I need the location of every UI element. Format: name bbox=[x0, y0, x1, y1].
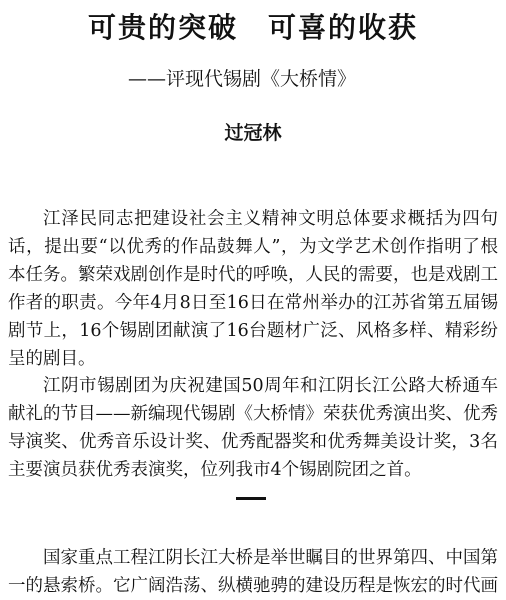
section-heading-one bbox=[236, 497, 266, 500]
article-title: 可贵的突破 可喜的收获 bbox=[87, 11, 418, 44]
paragraph-2: 江阴市锡剧团为庆祝建国50周年和江阴长江公路大桥通车献礼的节目——新编现代锡剧《大桥情》荣获优秀演出奖、优秀导演奖、优秀音乐设计奖、优秀配器奖和优秀舞美设计奖，3名主要演员获优秀表演奖，位列我市4个锡剧院团之首。 bbox=[8, 376, 498, 480]
article-subtitle: ——评现代锡剧《大桥情》 bbox=[128, 68, 357, 90]
article-author: 过冠林 bbox=[224, 122, 282, 144]
paragraph-3: 国家重点工程江阴长江大桥是举世瞩目的世界第四、中国第一的悬索桥。它广阔浩荡、纵横驰骋的建设历程是恢宏的时代画 bbox=[8, 548, 498, 596]
paragraph-1: 江泽民同志把建设社会主义精神文明总体要求概括为四句话，提出要“以优秀的作品鼓舞人”，为文学艺术创作指明了根本任务。繁荣戏剧创作是时代的呼唤，人民的需要，也是戏剧工作者的职责。今年4月8日至16日在常州举办的江苏省第五届锡剧节上，16个锡剧团献演了16台题材广泛、风格多样、精彩纷呈的剧目。 bbox=[8, 209, 498, 369]
